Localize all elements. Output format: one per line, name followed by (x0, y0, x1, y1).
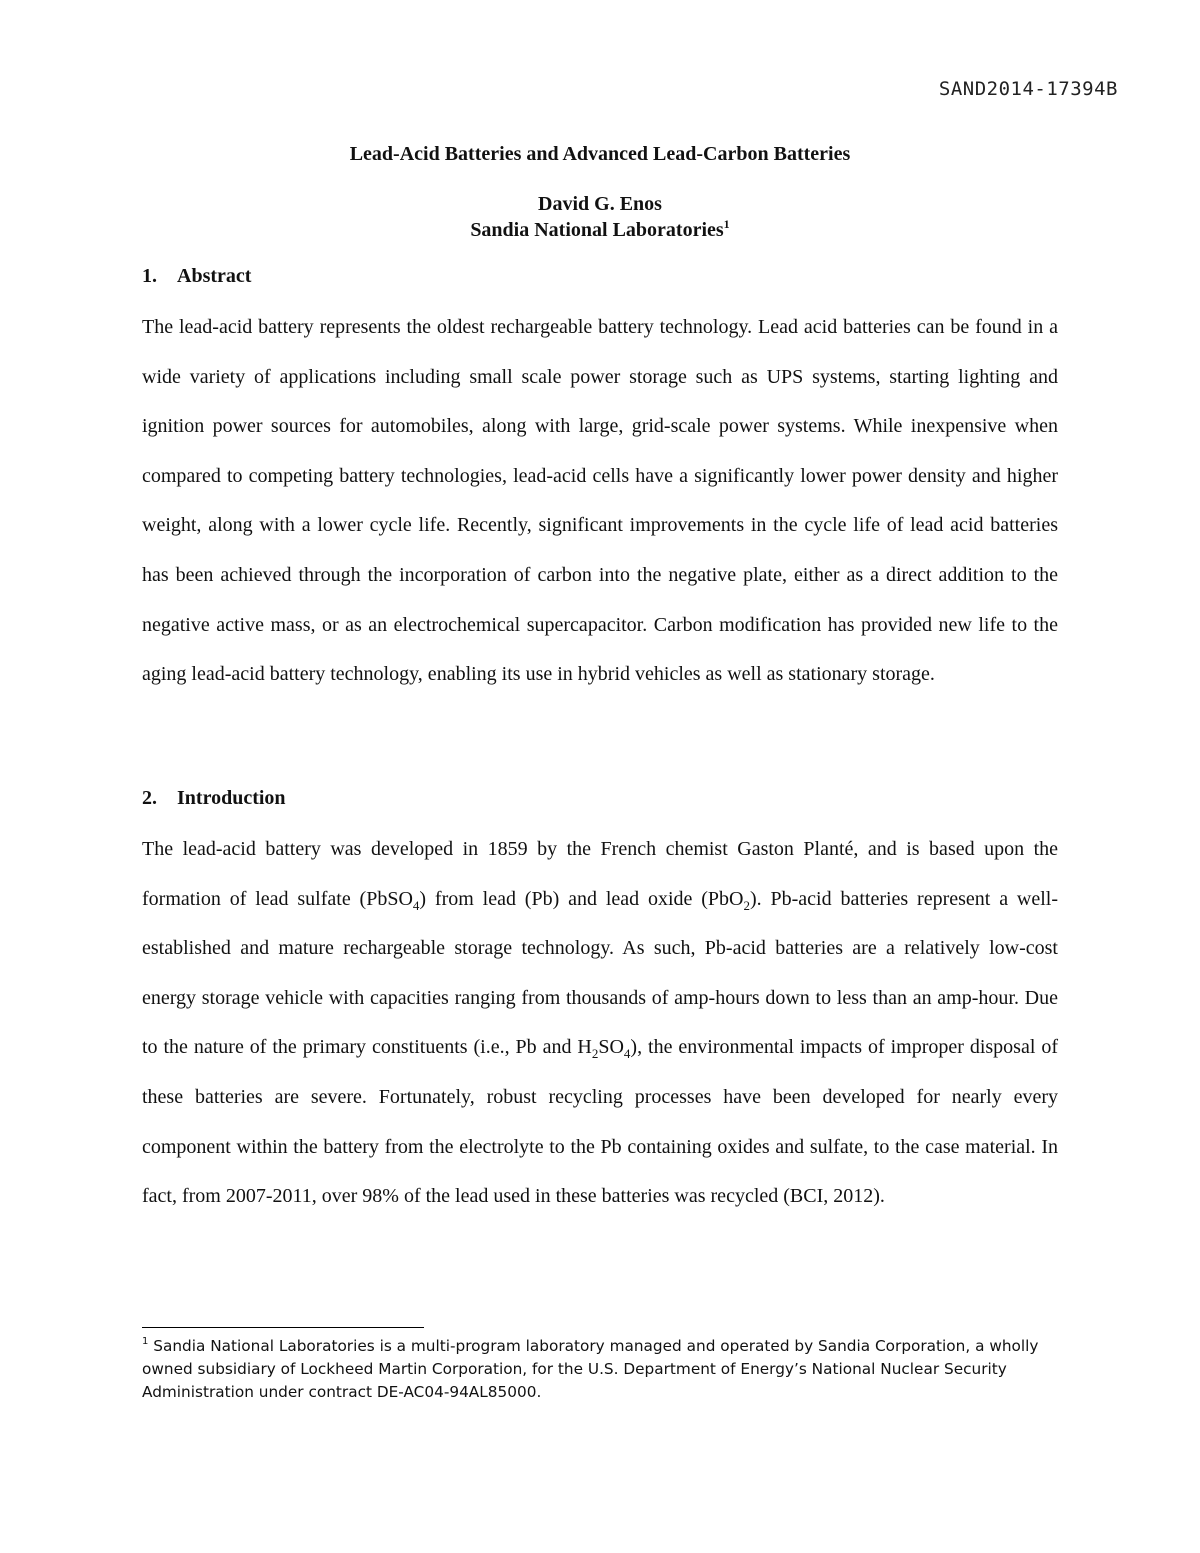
intro-text-part: ) from lead (Pb) and lead oxide (PbO (419, 887, 744, 910)
affiliation-line (0, 217, 1200, 243)
section-title: Abstract (177, 265, 252, 287)
subscript: 2 (591, 1046, 599, 1062)
intro-text-part: ), the environmental impacts of improper disposal of these batteries are severe. Fortunately, robust recycling processes have been developed for nearly every component within the battery from the electrolyte to the Pb containing oxides and sulfate, to the case material. In fact, from 2007-2011, over 98% of the lead used in these batteries was recycled (BCI, 2012). (142, 1036, 1058, 1208)
footnote (142, 1335, 1058, 1404)
section-heading-abstract (142, 265, 251, 288)
author-block (0, 191, 1200, 243)
subscript: 2 (743, 897, 750, 913)
subscript: 4 (412, 897, 420, 913)
section-title: Introduction (177, 787, 286, 809)
section-number: 1. (142, 265, 157, 287)
intro-text-part: The lead-acid battery was developed in 1859 by the French chemist Gaston Planté, and is based upon the formation of lead sulfate (PbSO (142, 838, 1058, 910)
footnote-text: Sandia National Laboratories is a multi-program laboratory managed and operated by Sandia Corporation, a wholly owned subsidiary of Lockheed Martin Corporation, for the U.S. Department of Energy’s National Nuclear Security Administration under contract DE-AC04-94AL85000. (142, 1337, 1039, 1401)
subscript: 4 (623, 1046, 631, 1062)
introduction-paragraph (142, 825, 1058, 1222)
intro-text-part: ). Pb-acid batteries represent a well-established and mature rechargeable storage technology. As such, Pb-acid batteries are a relatively low-cost energy storage vehicle with capacities ranging from thousands of amp-hours down to less than an amp-hour. Due to the nature of the primary constituents (i.e., Pb and H (142, 887, 1059, 1059)
author-name: David G. Enos (538, 193, 662, 215)
intro-text-part: SO (598, 1036, 624, 1059)
abstract-paragraph: The lead-acid battery represents the oldest rechargeable battery technology. Lead acid batteries can be found in a wide variety of applications including small scale power storage such as UPS systems, starting lighting and ignition power sources for automobiles, along with large, grid-scale power systems. While inexpensive when compared to competing battery technologies, lead-acid cells have a significantly lower power density and higher weight, along with a lower cycle life. Recently, significant improvements in the cycle life of lead acid batteries has been achieved through the incorporation of carbon into the negative plate, either as a direct addition to the negative active mass, or as an electrochemical supercapacitor. Carbon modification has provided new life to the aging lead-acid battery technology, enabling its use in hybrid vehicles as well as stationary storage. (142, 316, 1058, 686)
section-number: 2. (142, 787, 157, 809)
footnote-divider (142, 1327, 424, 1328)
report-id: SAND2014-17394B (938, 78, 1118, 100)
footnote-mark: 1 (142, 1336, 149, 1347)
affiliation-footnote-mark[interactable]: 1 (723, 217, 730, 231)
document-title: Lead-Acid Batteries and Advanced Lead-Carbon Batteries (349, 143, 851, 165)
section-heading-introduction (142, 787, 286, 810)
affiliation: Sandia National Laboratories (470, 219, 724, 241)
